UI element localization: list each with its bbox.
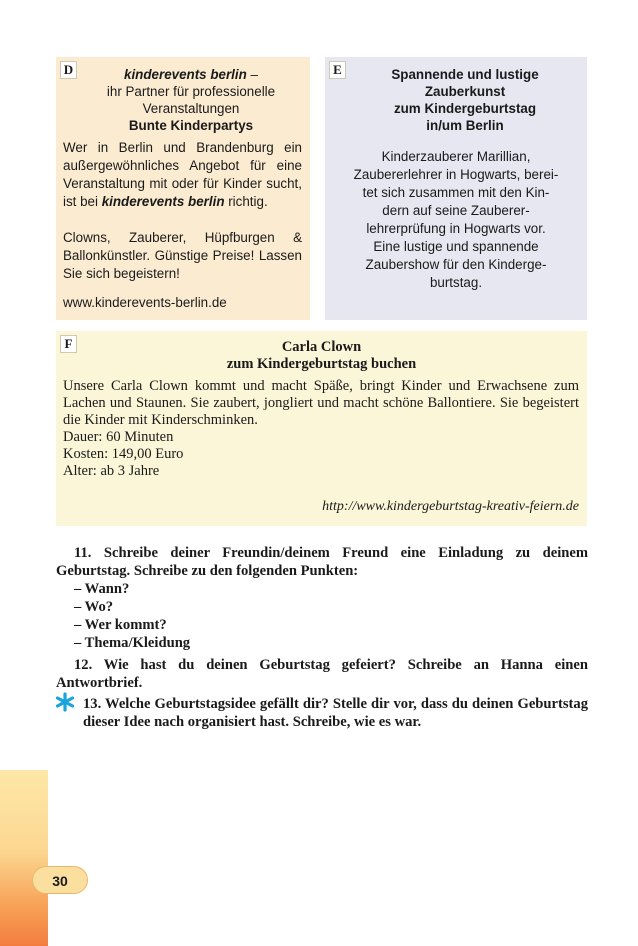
box-f-body [63,378,579,480]
box-e-title-line-1: Spannende und lustige [391,67,539,82]
box-f-header [56,339,587,373]
ad-box-f [56,331,587,526]
box-d-brand: kinderevents berlin [124,67,247,82]
task-11-point: – Thema/Kleidung [74,635,191,651]
box-d-para1-brand: kinderevents berlin [101,194,225,209]
box-e-body-line-4: dern auf seine Zauberer- [382,203,530,218]
box-e-header [349,66,581,134]
box-e-body [329,148,583,292]
task-13: 13. Welche Geburtstagsidee gefällt dir? Stelle dir vor, dass du deinen Geburtstag dieser Idee nach organisiert hast. Schreibe, wie es war. [83,696,588,730]
box-e-body-line-5: lehrerprüfung in Hogwarts vor. [366,221,546,236]
task-11-point: – Wann? [74,581,130,597]
box-d-paragraph-2: Clowns, Zauberer, Hüpfburgen & Ballonkünstler. Günstige Preise! Lassen Sie sich begeistern! [63,230,302,281]
box-d-para1-text: Wer in Berlin und Brandenburg ein außergewöhnliches Angebot für eine Veranstaltung mit oder für Kinder sucht, ist bei [63,140,302,209]
box-d-url: www.kinderevents-berlin.de [63,295,227,310]
task-11: 11. Schreibe deiner Freundin/deinem Freund eine Einladung zu deinem Geburtstag. Schreibe zu den folgenden Punkten: [56,545,588,579]
box-f-description: Unsere Carla Clown kommt und macht Späße, bringt Kinder und Erwachsene zum Lachen und Staunen. Sie zaubert, jongliert und macht schöne Ballontiere. Sie begeistert die Kinder mit Kinderschminken. [63,378,579,428]
box-d-paragraph-1 [63,139,302,211]
page-number: 30 [32,866,88,894]
box-f-url: http://www.kindergeburtstag-kreativ-feiern.de [322,499,579,514]
box-d-title: Bunte Kinderpartys [128,118,254,133]
box-e-body-line-8: burtstag. [429,275,483,290]
ad-box-d [56,57,310,320]
box-d-tagline-2: Veranstaltungen [142,101,240,116]
box-e-body-line-6: Eine lustige und spannende [373,239,539,254]
box-e-body-line-2: Zaubererlehrer in Hogwarts, berei- [353,167,559,182]
box-e-body-line-3: tet sich zusammen mit den Kin- [362,185,550,200]
box-f-title-line-2: zum Kindergeburtstag buchen [226,356,417,372]
box-e-title-line-3: zum Kindergeburtstag [393,101,537,116]
box-letter-d: D [60,61,77,79]
ad-box-e [325,57,587,320]
box-d-header [80,66,302,134]
box-e-title-line-4: in/um Berlin [426,118,504,133]
page-edge-decoration [0,770,48,946]
box-letter-e: E [329,61,346,79]
task-11-point: – Wer kommt? [74,617,167,633]
box-f-age: Alter: ab 3 Jahre [63,463,160,479]
box-e-title-line-2: Zauberkunst [424,84,506,99]
box-f-duration: Dauer: 60 Minuten [63,429,174,445]
box-f-title-line-1: Carla Clown [281,339,362,355]
box-f-cost: Kosten: 149,00 Euro [63,446,184,462]
box-e-body-line-7: Zaubershow für den Kinderge- [365,257,547,272]
box-d-tagline-1: ihr Partner für professionelle [106,84,276,99]
star-icon [55,692,75,712]
box-e-body-line-1: Kinderzauberer Marillian, [381,149,531,164]
task-12: 12. Wie hast du deinen Geburtstag gefeiert? Schreibe an Hanna einen Antwortbrief. [56,657,588,691]
box-d-para1-end: richtig. [224,194,268,209]
task-11-points [74,580,190,652]
task-11-point: – Wo? [74,599,114,615]
box-d-brand-dash: – [246,67,258,82]
box-letter-f: F [60,335,77,353]
